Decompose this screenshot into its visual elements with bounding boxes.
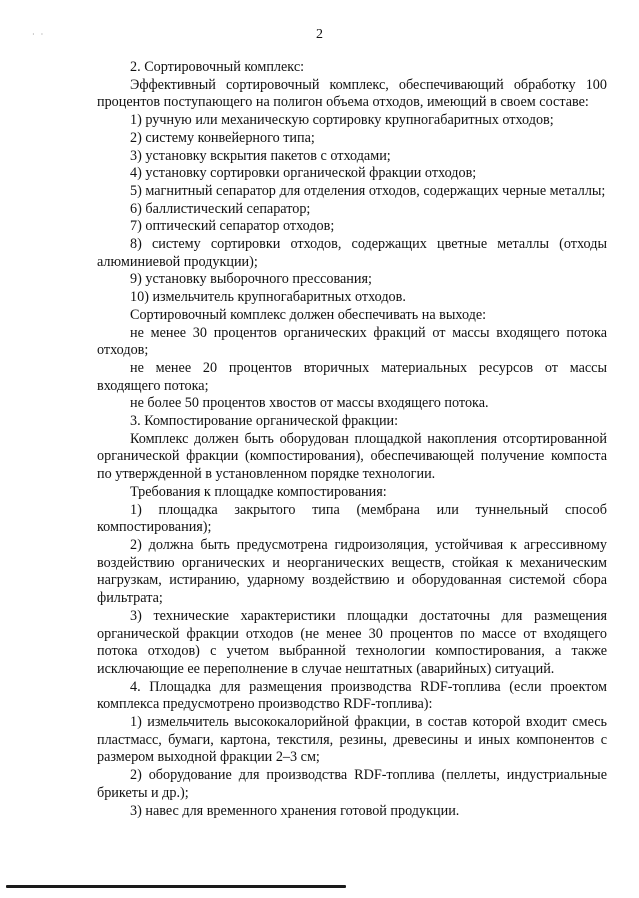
section-heading-composting: 3. Компостирование органической фракции: <box>130 413 399 430</box>
list-item: 10) измельчитель крупногабаритных отходов. <box>130 289 406 306</box>
list-item: 6) баллистический сепаратор; <box>130 200 311 217</box>
list-item: 3) технические характеристики площадки достаточны для размещения органической фракции отходов (не менее 30 процентов по массе от входящего потока отходов) с учетом выбранной технологии компостирования, а также исключающие ее переполнение в случае нештатных (аварийных) ситуаций. <box>97 607 607 677</box>
list-item: 2) систему конвейерного типа; <box>130 129 315 146</box>
scan-edge-line <box>6 885 346 888</box>
paragraph: Сортировочный комплекс должен обеспечивать на выходе: <box>130 306 487 323</box>
list-item: не более 50 процентов хвостов от массы входящего потока. <box>130 395 489 412</box>
list-item: 2) оборудование для производства RDF-топлива (пеллеты, индустриальные брикеты и др.); <box>97 767 607 801</box>
paragraph: Эффективный сортировочный комплекс, обеспечивающий обработку 100 процентов поступающего на полигон объема отходов, имеющий в своем составе: <box>97 76 607 111</box>
list-item: 3) установку вскрытия пакетов с отходами; <box>130 147 391 164</box>
list-item: не менее 20 процентов вторичных материальных ресурсов от массы входящего потока; <box>97 359 607 394</box>
list-item: 3) навес для временного хранения готовой продукции. <box>130 802 460 819</box>
list-item: 9) установку выборочного прессования; <box>130 271 372 288</box>
list-item: не менее 30 процентов органических фракций от массы входящего потока отходов; <box>97 324 607 359</box>
list-item: 1) ручную или механическую сортировку крупногабаритных отходов; <box>130 112 554 129</box>
list-item: 1) измельчитель высококалорийной фракции, в состав которой входит смесь пластмасс, бумаги, картона, текстиля, резины, древесины и иных компонентов с размером выходной фракции 2–3 см; <box>97 714 607 766</box>
paragraph: Комплекс должен быть оборудован площадкой накопления отсортированной органической фракции (компостирования), обеспечивающей получение компоста по утвержденной в установленном порядке технологии. <box>97 430 607 483</box>
document-body <box>97 59 607 820</box>
paragraph: Требования к площадке компостирования: <box>130 483 387 500</box>
list-item: 2) должна быть предусмотрена гидроизоляция, устойчивая к агрессивному воздействию органических и неорганических веществ, стойкая к механическим нагрузкам, истиранию, ударному воздействию и оборудованная системой сбора фильтрата; <box>97 536 607 607</box>
list-item: 5) магнитный сепаратор для отделения отходов, содержащих черные металлы; <box>130 182 606 199</box>
list-item: 8) систему сортировки отходов, содержащих цветные металлы (отходы алюминиевой продукции); <box>97 236 607 270</box>
list-item: 7) оптический сепаратор отходов; <box>130 218 335 235</box>
section-heading-sorting: 2. Сортировочный комплекс: <box>130 59 305 75</box>
page-number: 2 <box>316 27 323 42</box>
list-item: 1) площадка закрытого типа (мембрана или туннельный способ компостирования); <box>97 501 607 536</box>
list-item: 4) установку сортировки органической фракции отходов; <box>130 165 477 182</box>
scan-artifact: · · <box>32 30 46 39</box>
section-heading-rdf: 4. Площадка для размещения производства RDF-топлива (если проектом комплекса предусмотрено производство RDF-топлива): <box>97 678 607 713</box>
